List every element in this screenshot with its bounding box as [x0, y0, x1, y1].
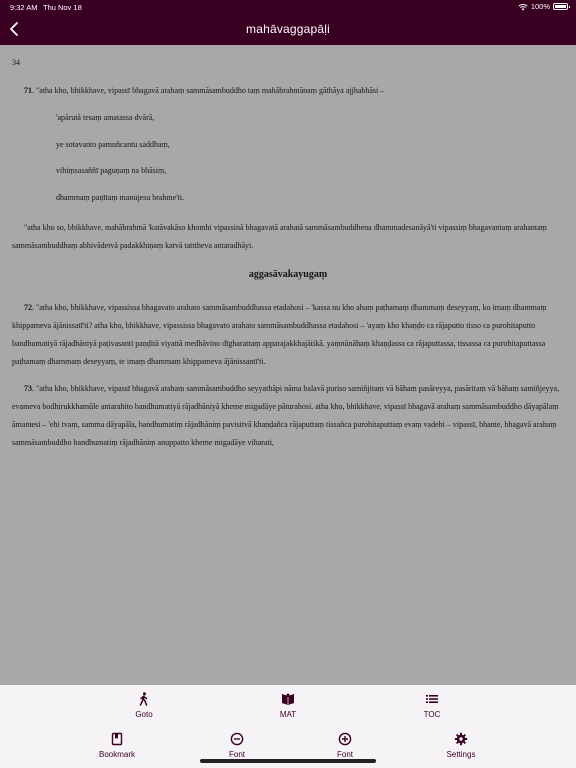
status-time: 9:32 AM — [10, 3, 38, 12]
mat-label: MAT — [279, 710, 297, 719]
font-decrease-button[interactable] — [197, 732, 277, 759]
goto-button[interactable] — [104, 692, 184, 719]
verse-line: vihiṃsasaññī paguṇaṃ na bhāsiṃ, — [56, 166, 167, 175]
settings-button[interactable] — [421, 732, 501, 759]
open-book-icon — [281, 692, 295, 706]
bottom-toolbar — [0, 685, 576, 768]
paragraph-number: 71 — [24, 86, 32, 95]
status-date: Thu Nov 18 — [43, 3, 82, 12]
bookmark-book-icon — [110, 732, 124, 746]
status-right — [518, 2, 568, 11]
gear-icon — [454, 732, 468, 746]
toc-button[interactable] — [392, 692, 472, 719]
plus-circle-icon — [338, 732, 352, 746]
status-bar — [0, 0, 576, 14]
list-icon — [425, 692, 439, 706]
bookmark-label: Bookmark — [98, 750, 135, 759]
walk-icon — [137, 692, 151, 706]
font-increase-button[interactable] — [305, 732, 385, 759]
paragraph-text: . "atha kho, bhikkhave, vipassī bhagavā arahaṃ sammāsambuddho seyyathāpi nāma balavā puriso samiñjitaṃ vā bāhaṃ pasāreyya, pasāritaṃ vā bāhaṃ samiñjeyya, evameva bodhirukkhamūle antarahito bandhumatiyā rājadhāniyā kheme migadāye pāturahosi. atha kho, bhikkhave, vipassī bhagavā arahaṃ sammāsambuddho dāyapālaṃ āmantesi – 'ehi tvaṃ, samma dāyapāla, bandhumatiṃ rājadhāniṃ pavisitvā khaṇḍañca rājaputtaṃ tissañca purohitaputtaṃ evaṃ vadehi – vipassī, bhante, bhagavā arahaṃ sammāsambuddho bandhumatiṃ rājadhāniṃ anuppatto kheme migadāye viharati, — [12, 384, 560, 447]
goto-label: Goto — [135, 710, 153, 719]
mat-button[interactable] — [248, 692, 328, 719]
page-title: mahāvaggapāḷi — [246, 22, 330, 36]
settings-label: Settings — [446, 750, 476, 759]
verse-line: 'apārutā tesaṃ amatassa dvārā, — [56, 113, 155, 122]
font-increase-label: Font — [336, 750, 353, 759]
wifi-icon — [518, 3, 528, 11]
paragraph-71 — [12, 82, 564, 100]
bookmark-button[interactable] — [77, 732, 157, 759]
paragraph-72 — [12, 299, 564, 371]
toc-label: TOC — [423, 710, 441, 719]
font-decrease-label: Font — [228, 750, 245, 759]
home-indicator[interactable] — [200, 759, 376, 763]
reading-content[interactable] — [0, 45, 576, 685]
minus-circle-icon — [230, 732, 244, 746]
paragraph-after-verse: "atha kho so, bhikkhave, mahābrahmā 'katāvakāso khomhi vipassinā bhagavatā arahatā sammāsambuddhena dhammadesanāyā'ti vipassiṃ bhagavantaṃ arahantaṃ sammāsambuddhaṃ abhivādetvā padakkhiṇaṃ katvā tatttheva antaradhāyi. — [12, 223, 547, 250]
paragraph-number: 73 — [24, 384, 32, 393]
nav-bar — [0, 14, 576, 45]
battery-fill — [555, 5, 566, 8]
paragraph-text: . "atha kho, bhikkhave, vipassī bhagavā arahaṃ sammāsambuddho taṃ mahābrahmānaṃ gāthāya ajjhabhāsi – — [32, 86, 385, 95]
verse-line: ye sotavanto pamuñcantu saddhaṃ, — [56, 140, 170, 149]
battery-percent: 100% — [530, 2, 550, 11]
page-number: 34 — [12, 58, 20, 67]
section-heading: aggasāvakayugaṃ — [248, 269, 328, 280]
paragraph-text: . "atha kho, bhikkhave, vipassissa bhagavato arahato sammāsambuddhassa etadahosi – 'kassa nu kho ahaṃ paṭhamaṃ dhammaṃ deseyyaṃ, ko imaṃ dhammaṃ khippameva ājānissatī'ti? atha kho, bhikkhave, vipassissa bhagavato arahato sammāsambuddhassa etadahosi – 'ayaṃ kho khaṇḍo ca rājaputto tisso ca purohitaputto bandhumatiyā rājadhāniyā paṭivasanti paṇḍitā viyattā medhāvino dīgharattaṃ apparajakkhajātikā. yaṃnūnāhaṃ khaṇḍassa ca rājaputtassa, tissassa ca purohitaputtassa paṭhamaṃ dhammaṃ deseyyaṃ, te imaṃ dhammaṃ khippameva ājānissantī'ti. — [12, 303, 547, 366]
paragraph-73 — [12, 380, 564, 452]
battery-icon — [553, 3, 568, 10]
verse-line: dhammaṃ paṇītaṃ manujesu brahme'ti. — [56, 193, 185, 202]
paragraph-number: 72 — [24, 303, 32, 312]
